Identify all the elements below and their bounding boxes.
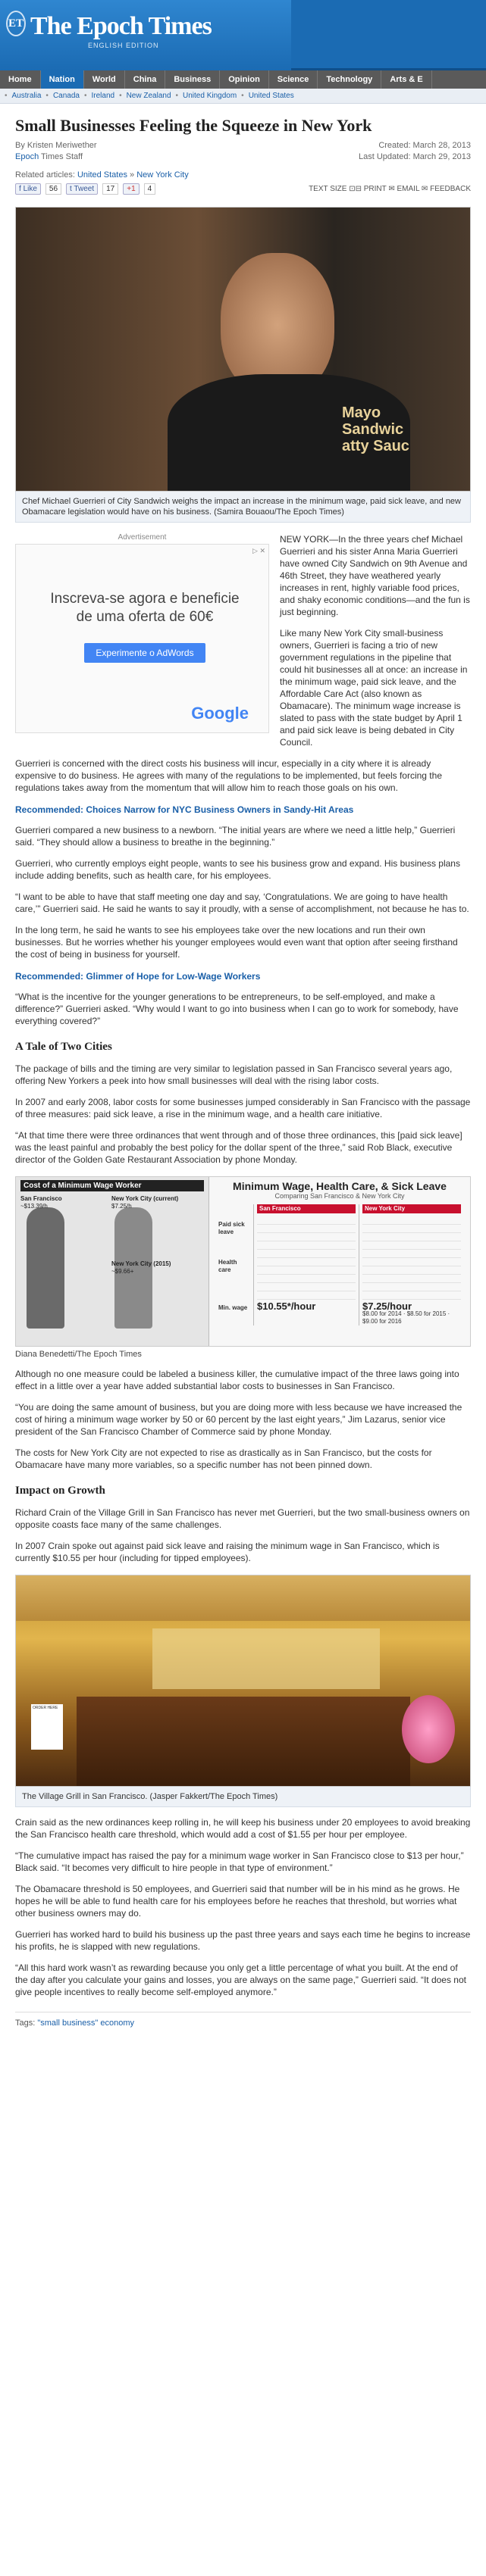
like-button[interactable]: [15, 183, 41, 195]
like-label: Like: [23, 185, 37, 193]
publication-link[interactable]: Epoch: [15, 152, 39, 161]
related-link-us[interactable]: United States: [77, 170, 127, 180]
nav-item-nation[interactable]: Nation: [41, 70, 84, 89]
bullet-icon: •: [119, 92, 122, 100]
paragraph: NEW YORK—In the three years chef Michael Guerrieri and his sister Anna Maria Guerrieri have owned City Sandwich on 9th Avenue and 46th Street, they have weathered yearly increases in rent, highly variable food prices, and shaky economic conditions—and the fun is just beginning.: [280, 534, 470, 617]
ny-cost: [111, 1195, 178, 1210]
paragraph: Guerrieri is concerned with the direct costs his business will incur, especially in a city where it is already expensive to do business. He agrees with many of the regulations to be implemented, but feels forcing the regulations takes away from the momentum that will allow him to reach those goals on his own.: [15, 758, 442, 793]
twitter-icon: t: [70, 185, 72, 193]
related-link-nyc[interactable]: New York City: [136, 170, 189, 180]
ny-wage: $7.25/hour: [362, 1300, 412, 1312]
infographic-cost: [16, 1177, 209, 1346]
sf-wage: $10.55*/hour: [257, 1300, 316, 1312]
bullet-icon: •: [5, 92, 8, 100]
worker-silhouette: [27, 1207, 64, 1329]
row-sick-label: Paid sick leave: [218, 1221, 245, 1235]
paragraph: “What is the incentive for the younger generations to be entrepreneurs, to be self-employed, and make a difference?” Guerrieri asked. “Why would I want to go into business when I can go to work for somebody, have everything covered?”: [15, 991, 459, 1026]
paragraph: Crain said as the new ordinances keep rolling in, he will keep his business under 20 employees to avoid breaking the San Francisco health care threshold, which would add a cost of $1.55 per hour per employee.: [15, 1817, 471, 1840]
article-title: Small Businesses Feeling the Squeeze in New York: [15, 116, 372, 135]
hero-shirt-text: Mayo Sandwic atty Sauc: [342, 404, 409, 454]
ny-proposed-cost: [111, 1260, 171, 1276]
created-date: Created: March 28, 2013: [378, 141, 471, 150]
tag-link[interactable]: economy: [100, 2019, 135, 2028]
section-heading: A Tale of Two Cities: [15, 1041, 112, 1053]
bullet-icon: •: [45, 92, 49, 100]
section-heading: Impact on Growth: [15, 1485, 105, 1497]
row-labels: [215, 1204, 253, 1325]
ny-column: [359, 1204, 464, 1325]
main-nav: [0, 70, 486, 89]
nav-item-opinion[interactable]: Opinion: [220, 70, 269, 89]
site-edition: ENGLISH EDITION: [88, 42, 159, 49]
photo-sign: ORDER HERE: [31, 1704, 63, 1750]
bullet-icon: •: [175, 92, 179, 100]
photo-tables: [77, 1697, 410, 1787]
related-separator: »: [127, 170, 137, 180]
infographic-credit: Diana Benedetti/The Epoch Times: [15, 1350, 142, 1359]
article-tools[interactable]: TEXT SIZE ⊡⊟ PRINT ✉ EMAIL ✉ FEEDBACK: [309, 185, 471, 193]
plus-one-count: 4: [144, 183, 156, 195]
ny-details: [362, 1216, 461, 1300]
paragraph: Like many New York City small-business owners, Guerrieri is facing a trio of new government regulations in the pipeline that could hit businesses all at once: an increase in the minimum wage, paid sick leave, and the Affordable Care Act (also known as Obamacare). The minimum wage increase is slated to pass with the state budget by April 1 and paid sick leave is being debated in City Council.: [280, 628, 468, 748]
paragraph: In 2007 and early 2008, labor costs for some businesses jumped considerably in San Francisco with the passage of three measures: paid sick leave, a rise in the minimum wage, and a health care initiative.: [15, 1097, 471, 1119]
hero-photo: [15, 207, 471, 492]
paragraph: Guerrieri, who currently employs eight people, wants to see his business grow and expand. His business plans include adding benefits, such as health care, for his employees.: [15, 858, 460, 881]
facebook-icon: f: [19, 185, 21, 193]
publication-rest: Times Staff: [39, 152, 83, 161]
photo-flowers: [402, 1695, 455, 1763]
tags: [15, 2012, 471, 2028]
tweet-count: 17: [102, 183, 118, 195]
photo-mural: [152, 1628, 380, 1689]
subnav-item-ireland[interactable]: Ireland: [91, 92, 115, 100]
infographic-comparison: [209, 1177, 470, 1346]
ad-label: Advertisement: [118, 533, 167, 542]
paragraph: The package of bills and the timing are very similar to legislation passed in San Francisco several years ago, offering New Yorkers a peek into how small businesses will deal with the rising labor costs.: [15, 1063, 453, 1086]
related-articles: [15, 170, 471, 180]
sf-column-head: San Francisco: [257, 1204, 356, 1213]
nav-item-science[interactable]: Science: [269, 70, 318, 89]
site-logo[interactable]: [0, 0, 291, 70]
social-bar: [15, 183, 471, 195]
tags-label: Tags:: [15, 2019, 36, 2028]
subnav-item-united-kingdom[interactable]: United Kingdom: [183, 92, 237, 100]
tweet-button[interactable]: [66, 183, 98, 195]
nav-item-home[interactable]: Home: [0, 70, 41, 89]
paragraph: “You are doing the same amount of business, but you are doing more with less because we have increased the cost of hiring a minimum wage worker by 50 or 60 percent by the last eight years,” Jim Lazarus, senior vice president of the San Francisco Chamber of Commerce said by phone Monday.: [15, 1402, 462, 1437]
ny-total: $7.25/h: [111, 1203, 132, 1210]
nav-item-technology[interactable]: Technology: [318, 70, 381, 89]
row-wage-label: Min. wage: [218, 1304, 248, 1311]
infographic-subtitle: Comparing San Francisco & New York City: [274, 1192, 405, 1200]
logo-mark: ET: [6, 11, 26, 36]
tag-link[interactable]: "small business": [37, 2019, 99, 2028]
site-name: The Epoch Times: [30, 12, 212, 40]
nav-item-arts-e[interactable]: Arts & E: [381, 70, 431, 89]
author: By Kristen Meriwether: [15, 141, 97, 150]
ad-text: Inscreva-se agora e beneficie de uma oferta de 60€: [50, 591, 240, 625]
subnav-item-new-zealand[interactable]: New Zealand: [126, 92, 171, 100]
recommended-link[interactable]: Recommended: Glimmer of Hope for Low-Wage Workers: [15, 971, 261, 982]
photo-ceiling: [16, 1575, 470, 1621]
restaurant-photo: [15, 1575, 471, 1787]
infographic: [15, 1176, 471, 1347]
bullet-icon: •: [83, 92, 87, 100]
ad-button[interactable]: Experimente o AdWords: [84, 643, 205, 663]
infographic-left-title: Cost of a Minimum Wage Worker: [20, 1180, 204, 1191]
like-count: 56: [45, 183, 61, 195]
paragraph: Richard Crain of the Village Grill in San Francisco has never met Guerrieri, but the two small-business owners on opposite coasts face many of the same challenges.: [15, 1507, 470, 1530]
hero-caption: Chef Michael Guerrieri of City Sandwich weighs the impact an increase in the minimum wage, paid sick leave, and new Obamacare legislation would have on his business. (Samira Bouaou/The Epoch Times): [15, 492, 471, 523]
article: [0, 116, 486, 2028]
restaurant-caption: The Village Grill in San Francisco. (Jasper Fakkert/The Epoch Times): [15, 1787, 471, 1807]
subnav-item-canada[interactable]: Canada: [52, 92, 80, 100]
paragraph: The costs for New York City are not expected to rise as drastically as in San Francisco, but the costs for Obamacare have many more variables, so a specific number has not been pinned down.: [15, 1447, 432, 1470]
ad-close-icon[interactable]: ▷ ✕: [252, 547, 265, 554]
sf-column: [253, 1204, 359, 1325]
paragraph: In 2007 Crain spoke out against paid sick leave and raising the minimum wage in San Francisco, which is currently $10.55 per hour (including for tipped employees).: [15, 1541, 440, 1563]
bullet-icon: •: [241, 92, 244, 100]
related-label: Related articles:: [15, 170, 75, 180]
ad-logo: Google: [191, 704, 249, 723]
paragraph: In the long term, he said he wants to see his employees take over the new locations and run their own businesses. But he worries whether his younger employees would even want that option after seeing firsthand the cost of being in business for yourself.: [15, 925, 458, 960]
sf-total: ~$13.39/h: [20, 1203, 48, 1210]
sf-details: [257, 1216, 356, 1300]
paragraph: Guerrieri compared a new business to a newborn. “The initial years are where we need a little help,” Guerrieri said. “They should allow a business to breathe in the beginning.”: [15, 825, 456, 848]
byline: [15, 140, 471, 163]
ad-unit[interactable]: [15, 544, 269, 733]
paragraph: The Obamacare threshold is 50 employees, and Guerrieri said that number will be in his mind as he grows. He hopes he will be able to fund health care for his employees before he reaches that threshold, but worries what other business owners may do.: [15, 1884, 460, 1919]
paragraph: “At that time there were three ordinances that went through and of those three ordinances, this [paid sick leave] was the least painful and probably the best policy for the dollar spent of the three,” said Rob Black, executive director of the Golden Gate Restaurant Association by phone Monday.: [15, 1130, 462, 1165]
plus-one-button[interactable]: +1: [123, 183, 139, 195]
infographic-right-title: Minimum Wage, Health Care, & Sick Leave: [233, 1180, 447, 1192]
row-health-label: Health care: [218, 1259, 237, 1273]
ny-proposed-label: New York City (2015): [111, 1260, 171, 1267]
subnav-item-australia[interactable]: Australia: [11, 92, 42, 100]
sf-label: San Francisco: [20, 1195, 62, 1202]
paragraph: “The cumulative impact has raised the pay for a minimum wage worker in San Francisco close to $13 per hour,” Black said. “It becomes very difficult to hire people in that type of environment.”: [15, 1850, 464, 1873]
sf-cost: [20, 1195, 62, 1210]
paragraph: “I want to be able to have that staff meeting one day and say, ‘Congratulations. We are going to have health care,’” Guerrieri said. He said he wants to say it proudly, with a sense of accomplishment, not because he has to.: [15, 891, 469, 914]
ny-proposed-total: ~$9.66+: [111, 1268, 134, 1275]
ny-wage-note: $8.00 for 2014 · $8.50 for 2015 · $9.00 for 2016: [362, 1310, 450, 1325]
paragraph: Although no one measure could be labeled a business killer, the cumulative impact of the three laws going into effect in a little over a year have added substantial labor costs to businesses in San Francisco.: [15, 1369, 459, 1391]
tweet-label: Tweet: [74, 185, 95, 193]
subnav-item-united-states[interactable]: United States: [248, 92, 294, 100]
advertisement: [15, 533, 269, 733]
paragraph: “All this hard work wasn’t as rewarding because you only get a little percentage of what you built. At the end of the day after you calculate your gains and losses, you are always on the same page,” Guerrieri said. “It does not give people incentives to really become self-employed anymore.”: [15, 1962, 466, 1997]
updated-date: Last Updated: March 29, 2013: [359, 152, 471, 161]
masthead: [0, 0, 486, 70]
ny-column-head: New York City: [362, 1204, 461, 1213]
nav-item-china[interactable]: China: [125, 70, 166, 89]
nav-item-business[interactable]: Business: [165, 70, 220, 89]
paragraph: Guerrieri has worked hard to build his business up the past three years and says each time he begins to increase his profits, he is slapped with new regulations.: [15, 1929, 471, 1952]
nav-item-world[interactable]: World: [84, 70, 125, 89]
ny-label: New York City (current): [111, 1195, 179, 1202]
sub-nav: [0, 89, 486, 104]
recommended-link[interactable]: Recommended: Choices Narrow for NYC Business Owners in Sandy-Hit Areas: [15, 804, 354, 815]
